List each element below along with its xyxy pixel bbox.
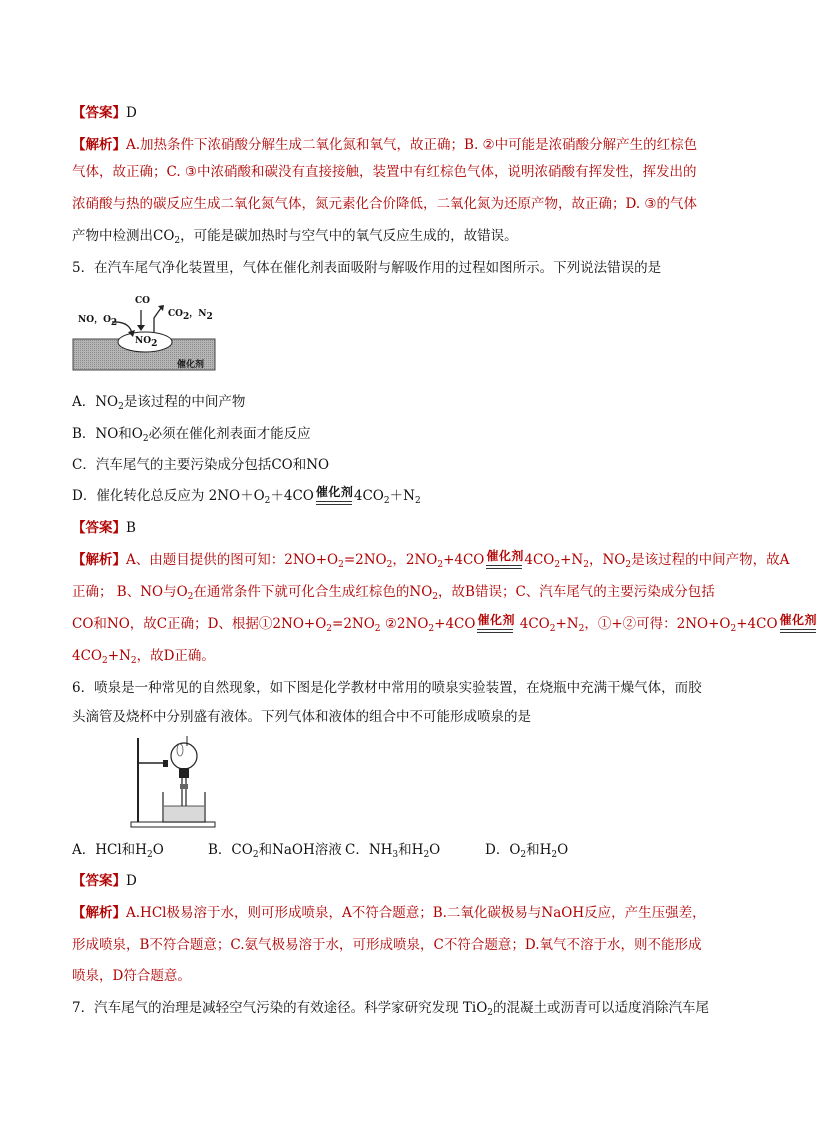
- q4-analysis-line-1: 【解析】A.加热条件下浓硝酸分解生成二氧化氮和氧气，故正确；B. ②中可能是浓硝酸分解产生的红棕色: [72, 137, 698, 153]
- tube-clip: [180, 784, 188, 789]
- figure-co-label: CO: [135, 296, 151, 306]
- figure-input-label: NO，$O_2$: [78, 315, 118, 328]
- catalyst-condition: 催化剂: [778, 614, 818, 634]
- q4-analysis-line-4: 产物中检测出$CO_2$，可能是碳加热时与空气中的氧气反应生成的，故错误。: [72, 228, 518, 246]
- q4-analysis-line-2: 气体，故正确；C. ③中浓硝酸和碳没有直接接触，装置中有红棕色气体，说明浓硝酸有挥发性，挥发出的: [72, 164, 697, 180]
- figure-catalyst-label: 催化剂: [177, 360, 205, 370]
- stand-base: [131, 822, 215, 827]
- q6-option-a: A．HCl和$H_2O$: [72, 842, 164, 860]
- q6-stem-line-1: 6．喷泉是一种常见的自然现象，如下图是化学教材中常用的喷泉实验装置，在烧瓶中充满干燥气体，而胶: [72, 680, 702, 696]
- q6-stem-line-2: 头滴管及烧杯中分别盛有液体。下列气体和液体的组合中不可能形成喷泉的是: [72, 709, 531, 725]
- q5-answer: 【答案】B: [72, 520, 136, 536]
- q4-analysis-line-3: 浓硝酸与热的碳反应生成二氧化氮气体，氮元素化合价降低，二氧化氮为还原产物，故正确；D. ③的气体: [72, 196, 698, 212]
- catalyst-condition: 催化剂: [314, 486, 354, 506]
- answer-tag: 【答案】: [72, 105, 126, 121]
- figure-center-label: $NO_2$: [135, 336, 158, 349]
- outflow-arrow: [154, 308, 161, 332]
- q7-stem: 7．汽车尾气的治理是减轻空气污染的有效途径。科学家研究发现 TiO$_2$的混凝土或沥青可以适度消除汽车尾: [72, 1000, 710, 1018]
- flask: [171, 743, 197, 769]
- q5-option-a: A．$NO_2$是该过程的中间产物: [72, 394, 246, 412]
- q5-analysis-line-3: CO和NO，故C正确；D、根据$①2NO+O_2=2NO_2$ $②2NO_2+4CO$ 催化剂 $4CO_2+N_2$，①+②可得：$2NO+O_2+4CO$ 催化剂: [72, 613, 818, 634]
- catalyst-adsorption-figure: [72, 292, 218, 372]
- figure-output-label: $CO_2$，$N_2$: [168, 309, 213, 322]
- q5-option-b: B．NO和$O_2$必须在催化剂表面才能反应: [72, 426, 311, 444]
- clamp: [163, 760, 168, 767]
- q4-answer: [72, 103, 137, 123]
- q6-analysis-line-1: 【解析】A.HCl极易溶于水，则可形成喷泉，A不符合题意；B.二氧化碳极易与NaOH反应，产生压强差，: [72, 905, 706, 921]
- q5-option-d: D．催化转化总反应为 $2NO+O_2+4CO$ 催化剂 $4CO_2+N_2$: [72, 485, 421, 506]
- catalyst-condition: 催化剂: [484, 550, 524, 570]
- q6-analysis-line-3: 喷泉，D符合题意。: [72, 968, 191, 984]
- q6-option-d: D．$O_2$和$H_2O$: [485, 842, 569, 860]
- q5-stem: 5．在汽车尾气净化装置里，气体在催化剂表面吸附与解吸作用的过程如图所示。下列说法错误的是: [72, 260, 662, 276]
- q5-analysis-line-2: 正确； B、NO与$O_2$在通常条件下就可化合生成红棕色的$NO_2$，故B错误；C、汽车尾气的主要污染成分包括: [72, 584, 715, 602]
- q6-analysis-line-2: 形成喷泉，B不符合题意；C.氨气极易溶于水，可形成喷泉，C不符合题意；D.氧气不溶于水，则不能形成: [72, 937, 702, 953]
- q6-answer: 【答案】D: [72, 873, 137, 889]
- q5-analysis-line-4: $4CO_2+N_2$，故D正确。: [72, 648, 215, 666]
- q5-option-c: C．汽车尾气的主要污染成分包括CO和NO: [72, 457, 330, 473]
- fountain-apparatus-figure: [125, 734, 225, 830]
- fountain-apparatus-svg: [125, 734, 225, 830]
- beaker-liquid: [164, 806, 204, 821]
- q6-option-c: C．$NH_3$和$H_2O$: [345, 842, 441, 860]
- q6-option-b: B．$CO_2$和NaOH溶液: [208, 842, 342, 860]
- stopper: [179, 768, 189, 778]
- catalyst-condition: 催化剂: [475, 614, 515, 634]
- answer-value: D: [126, 105, 137, 121]
- q5-analysis-line-1: 【解析】A、由题目提供的图可知：$2NO+O_2=2NO_2$，$2NO_2+4CO$ 催化剂 $4CO_2+N_2$，$NO_2$是该过程的中间产物，故A: [72, 549, 790, 570]
- analysis-tag: 【解析】: [72, 137, 126, 153]
- co-arrowhead: [137, 325, 145, 331]
